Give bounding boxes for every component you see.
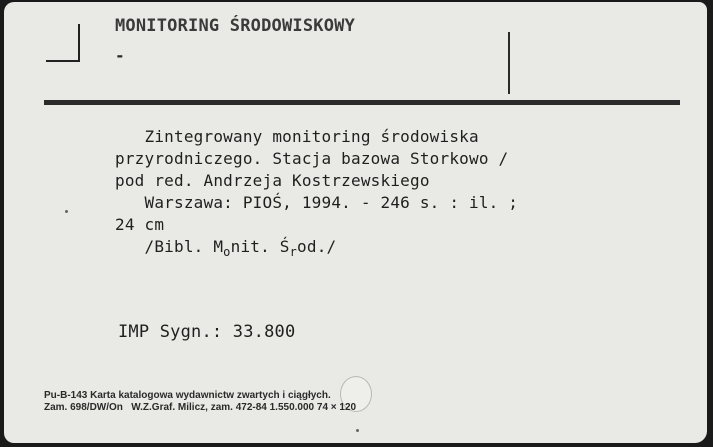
- corner-mark-horizontal: [46, 60, 80, 62]
- subject-heading: MONITORING ŚRODOWISKOWY: [115, 16, 356, 36]
- description-line: przyrodniczego. Stacja bazowa Storkowo /: [115, 149, 509, 168]
- series-line: [115, 237, 337, 259]
- paper-speck: [65, 210, 68, 213]
- imprint-line-2: Zam. 698/DW/On W.Z.Graf. Milicz, zam. 472-84 1.550.000 74 × 120: [44, 402, 357, 413]
- subject-heading-dash: -: [115, 46, 125, 65]
- corner-mark-vertical: [78, 24, 80, 62]
- series-mid: nit. Ś: [230, 237, 290, 256]
- bibliographic-description: [115, 126, 518, 259]
- header-divider: [44, 100, 680, 105]
- paper-speck: [356, 429, 359, 432]
- series-prefix: /Bibl. M: [115, 237, 224, 256]
- imprint-line-1: Pu-B-143 Karta katalogowa wydawnictw zwartych i ciągłych.: [44, 390, 331, 401]
- column-tick-line: [508, 32, 510, 94]
- catalog-card: [4, 2, 707, 443]
- description-line: pod red. Andrzeja Kostrzewskiego: [115, 171, 430, 190]
- description-line: 24 cm: [115, 215, 165, 234]
- call-number: IMP Sygn.: 33.800: [118, 322, 296, 342]
- description-line: Warszawa: PIOŚ, 1994. - 246 s. : il. ;: [115, 193, 519, 212]
- series-subscript-r: r: [289, 245, 298, 259]
- series-suffix: od./: [297, 237, 337, 256]
- card-imprint: [44, 390, 356, 414]
- description-line: Zintegrowany monitoring środowiska: [115, 127, 479, 146]
- series-subscript-o: o: [223, 245, 231, 259]
